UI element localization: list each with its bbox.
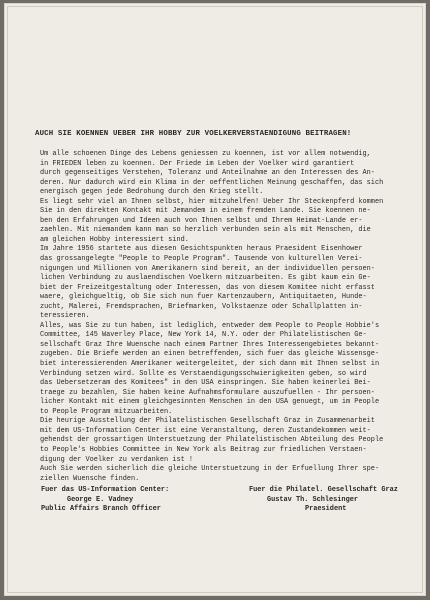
text-line: Die heurige Ausstellung der Philatelistischen Gesellschaft Graz in Zusammenarbeit xyxy=(40,417,375,426)
signature-us-information-center xyxy=(41,486,169,515)
text-line: licher Kontakt mit einem gleichgesinnten Menschen in den USA genuegt, um im People xyxy=(40,398,380,407)
text-line: Committee, 145 Waverley Place, New York 14, N.Y. oder der Philatelistischen Ge- xyxy=(40,331,367,340)
text-line: Verbindung setzen wird. Sollte es Verstaendigungsschwierigkeiten geben, so wird xyxy=(40,369,367,378)
text-line: sellschaft Graz Ihre Wuensche nach einem Partner Ihres Interessengebietes bekannt- xyxy=(40,340,380,349)
document-heading: AUCH SIE KOENNEN UEBER IHR HOBBY ZUR VOELKERVERSTAENDIGUNG BEITRAGEN! xyxy=(35,130,352,138)
signature-org: Fuer das US-Information Center: xyxy=(41,486,170,494)
text-line: Auch Sie werden sicherlich die gleiche Unterstuetzung in der Erfuellung Ihrer spe- xyxy=(40,465,380,474)
text-line: biet interessierenden Amerikaner weitergeleitet, der sich dann mit Ihnen selbst in xyxy=(40,360,380,369)
text-line: zaehlen. Mit niemandem kann man so herzlich verbunden sein als mit Menschen, die xyxy=(40,226,371,235)
signature-title: Public Affairs Branch Officer xyxy=(41,505,161,514)
text-line: ben den Erfahrungen und Ideen auch von Ihnen selbst und Ihrem Heimat-Lande er- xyxy=(40,216,363,225)
paragraph xyxy=(40,322,412,417)
signature-philatelic-society xyxy=(249,486,398,515)
paragraph xyxy=(40,465,412,484)
text-line: energisch gegen jede Bedrohung durch den Krieg stellt. xyxy=(40,188,264,197)
document-body xyxy=(40,150,412,484)
text-line: biet der Freizeitgestaltung oder Interessen, das von diesem Komitee nicht erfasst xyxy=(40,283,375,292)
text-line: gehendst der grossartigen Unterstuetzung der Philatelistischen Abteilung des People xyxy=(40,436,384,445)
signature-title: Praesident xyxy=(305,505,347,514)
text-line: nigungen und Millionen von Amerikanern sind bereit, an der individuellen persoen- xyxy=(40,264,375,273)
text-line: in FRIEDEN leben zu koennen. Der Friede im Leben der Voelker wird garantiert xyxy=(40,159,355,168)
text-line: to People Program mitzuarbeiten. xyxy=(40,407,173,416)
paragraph xyxy=(40,198,412,246)
text-line: mit dem US-Information Center ist eine Veranstaltung, deren Zustandekommen weit- xyxy=(40,426,371,435)
paragraph xyxy=(40,417,412,465)
signature-org: Fuer die Philatel. Gesellschaft Graz xyxy=(249,486,398,494)
text-line: das grossangelegte "People to People Program". Tausende von kulturellen Verei- xyxy=(40,255,363,264)
text-line: digung der Voelker zu verdanken ist ! xyxy=(40,455,193,464)
text-line: am gleichen Hobby interessiert sind. xyxy=(40,235,189,244)
text-line: zugeben. Die Briefe werden an einen betreffenden, sich fuer das gleiche Wissensge- xyxy=(40,350,380,359)
paragraph xyxy=(40,150,412,198)
text-line: Es liegt sehr viel an Ihnen selbst, hier mitzuhelfen! Ueber Ihr Steckenpferd kommen xyxy=(40,197,384,206)
text-line: das Uebersetzeram des Komitees" in den USA einspringen. Sie haben keinerlei Bei- xyxy=(40,379,371,388)
document-page xyxy=(4,3,426,596)
text-line: lichen Verbindung zu auslaendischen Voelkern mitzuarbeiten. Es gibt kaum ein Ge- xyxy=(40,274,371,283)
text-line: deren. Nur dadurch wird ein Klima in der oeffentlichen Meinung geschaffen, das sich xyxy=(40,178,384,187)
text-line: ziellen Wuensche finden. xyxy=(40,474,140,483)
text-line: Im Jahre 1956 startete aus diesen Gesichtspunkten heraus Praesident Eisenhower xyxy=(40,245,363,254)
signature-name: George E. Vadney xyxy=(67,495,134,504)
text-line: waere, gleichgueltig, ob Sie sich nun fuer Kartenzaubern, Antiquitaeten, Hunde- xyxy=(40,293,367,302)
text-line: durch gegenseitiges Verstehen, Toleranz und Anteilnahme an den Interessen des An- xyxy=(40,169,375,178)
text-line: traege zu bezahlen, Sie haben keine Aufnahmsformulare auszufuellen - Ihr persoen- xyxy=(40,388,375,397)
text-line: Um alle schoenen Dinge des Lebens geniessen zu koennen, ist vor allem notwendig, xyxy=(40,150,371,158)
text-line: Alles, was Sie zu tun haben, ist lediglich, entweder dem People to People Hobbie's xyxy=(40,321,380,330)
text-line: teressieren. xyxy=(40,312,90,321)
text-line: Sie in den direkten Kontakt mit Jemandem in einem fremden Lande. Sie koennen ne- xyxy=(40,207,371,216)
signature-name: Gustav Th. Schlesinger xyxy=(267,495,358,504)
text-line: to People's Hobbies Committee in New York als Beitrag zur friedlichen Verstaen- xyxy=(40,445,367,454)
text-line: zucht, Malerei, Fremdsprachen, Briefmarken, Volkstaenze oder Schallplatten in- xyxy=(40,302,363,311)
paragraph xyxy=(40,245,412,321)
